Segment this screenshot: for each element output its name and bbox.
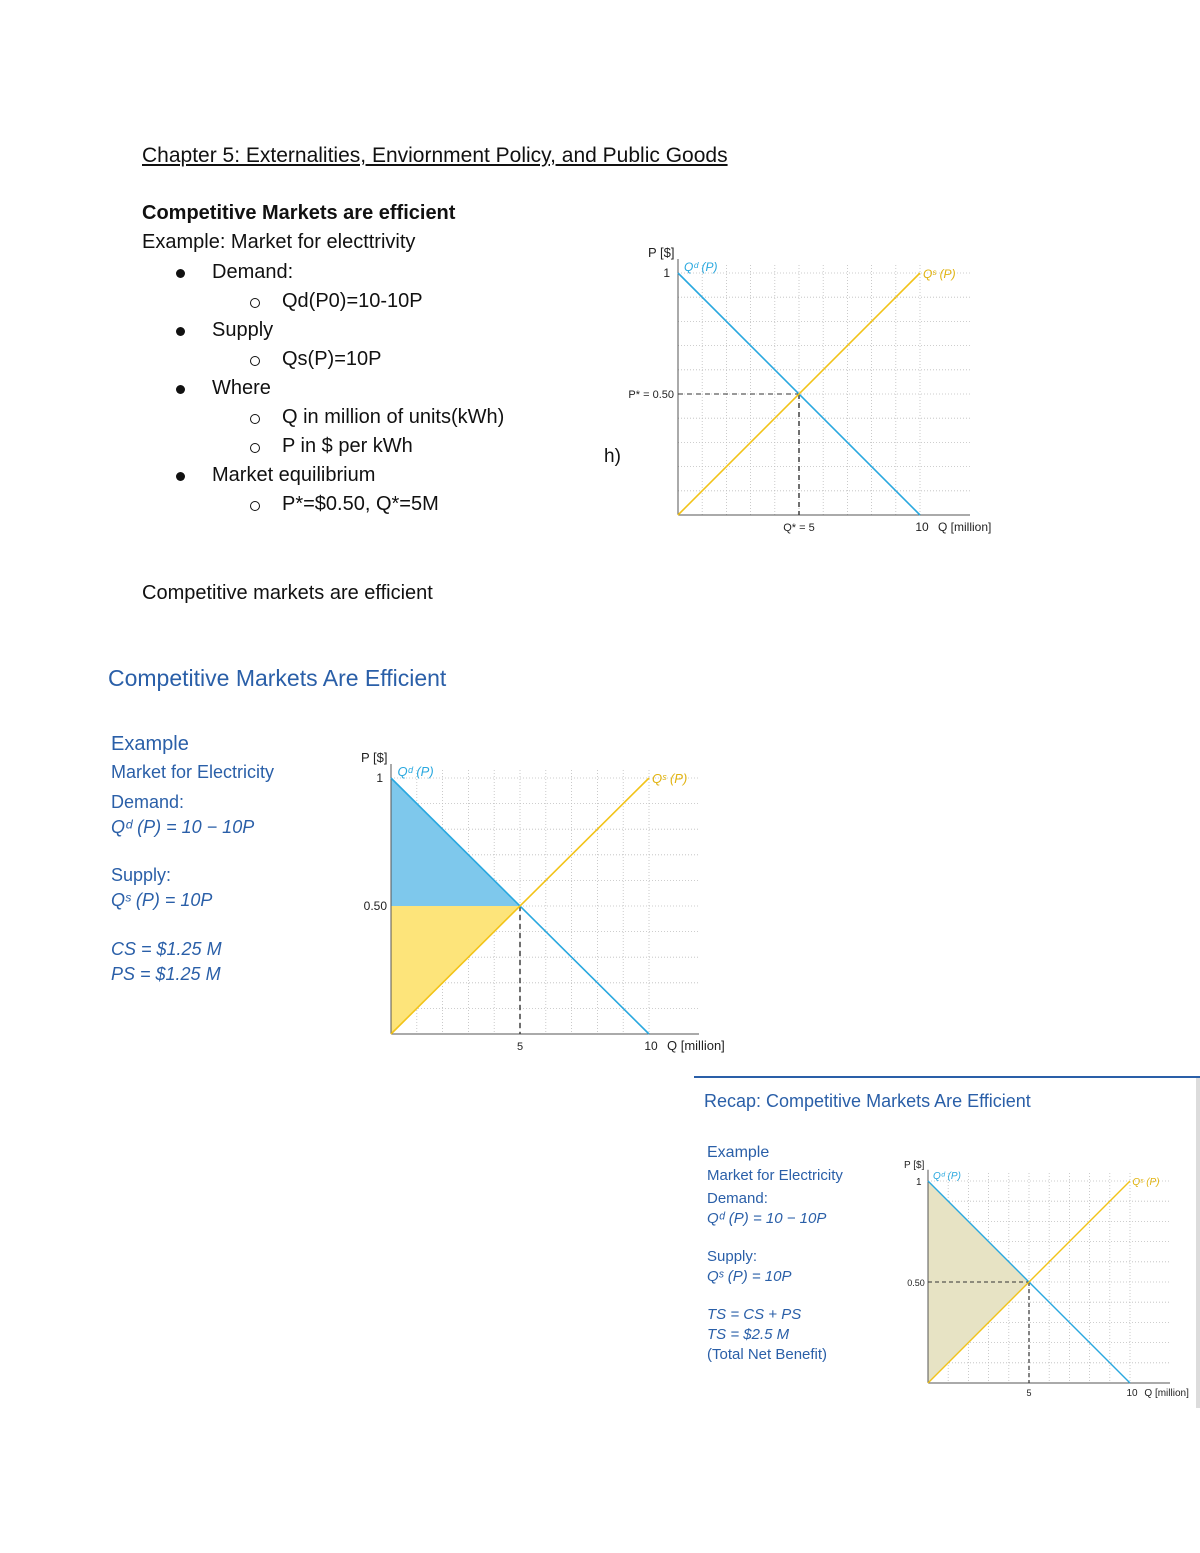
example-label: Example — [111, 733, 189, 755]
slide-sidebar — [707, 1143, 897, 1365]
list-item: Demand: — [172, 258, 504, 287]
list-item: Qs(P)=10P — [172, 345, 504, 374]
supply-equation: Qˢ (P) = 10P — [111, 890, 213, 910]
section-subheading: Example: Market for electtrivity — [142, 231, 416, 253]
x-axis-label: Q [million] — [1144, 1387, 1189, 1399]
list-item: Where — [172, 374, 504, 403]
y-tick-label: 1 — [663, 266, 670, 280]
demand-label: Qᵈ (P) — [684, 260, 718, 274]
y-tick-label: P* = 0.50 — [628, 389, 674, 401]
supply-equation: Qˢ (P) = 10P — [707, 1268, 792, 1285]
x-tick-label: Q* = 5 — [783, 522, 815, 534]
producer-surplus: PS = $1.25 M — [111, 964, 221, 984]
list-item: Market equilibrium — [172, 461, 504, 490]
list-item: P in $ per kWh — [172, 432, 504, 461]
supply-heading: Supply: — [707, 1248, 758, 1265]
equilibrium-chart-3 — [895, 1138, 1195, 1403]
x-tick-label: 10 — [644, 1039, 658, 1053]
equilibrium-chart-2 — [350, 728, 740, 1058]
section-heading: Competitive Markets are efficient — [142, 202, 456, 224]
list-item: P*=$0.50, Q*=5M — [172, 490, 504, 519]
list-item: Supply — [172, 316, 504, 345]
supply-label: Qˢ (P) — [923, 266, 956, 281]
x-tick-label: 10 — [915, 520, 929, 534]
y-axis-label: P [$] — [361, 750, 388, 765]
total-surplus-definition: TS = CS + PS — [707, 1306, 802, 1323]
x-tick-label: 5 — [1026, 1387, 1032, 1398]
slide-top-rule — [694, 1076, 1200, 1078]
slide-edge — [1196, 1078, 1200, 1408]
y-tick-label: 1 — [376, 771, 383, 785]
total-surplus-value: TS = $2.5 M — [707, 1326, 790, 1343]
outline-list — [172, 258, 504, 519]
chart-grid — [678, 265, 970, 515]
example-label: Example — [707, 1144, 770, 1161]
page-title: Chapter 5: Externalities, Enviornment Policy, and Public Goods — [142, 144, 728, 167]
supply-heading: Supply: — [111, 865, 172, 885]
consumer-surplus: CS = $1.25 M — [111, 939, 222, 959]
demand-label: Qᵈ (P) — [397, 764, 434, 779]
y-tick-label: 0.50 — [363, 899, 387, 913]
x-axis-label: Q [million] — [938, 520, 992, 534]
body-paragraph: Competitive markets are efficient — [142, 582, 433, 604]
equilibrium-chart-1 — [600, 222, 1010, 540]
list-item: Q in million of units(kWh) — [172, 403, 504, 432]
demand-equation: Qᵈ (P) = 10 − 10P — [707, 1210, 827, 1227]
supply-label: Qˢ (P) — [652, 771, 688, 787]
demand-heading: Demand: — [707, 1190, 768, 1207]
y-axis-label: P [$] — [648, 245, 675, 260]
x-tick-label: 10 — [1126, 1387, 1138, 1399]
x-axis-label: Q [million] — [667, 1038, 725, 1053]
total-surplus-note: (Total Net Benefit) — [707, 1346, 828, 1363]
supply-label: Qˢ (P) — [1132, 1177, 1160, 1189]
demand-equation: Qᵈ (P) = 10 − 10P — [111, 817, 255, 837]
x-tick-label: 5 — [516, 1041, 524, 1053]
y-tick-label: 1 — [916, 1177, 922, 1188]
y-axis-label: P [$] — [904, 1160, 925, 1172]
demand-heading: Demand: — [111, 792, 185, 812]
slide-sidebar — [111, 732, 341, 987]
slide-title: Competitive Markets Are Efficient — [108, 665, 447, 691]
list-item: Qd(P0)=10-10P — [172, 287, 504, 316]
chart-axes — [678, 259, 970, 515]
h-marker: h) — [604, 446, 621, 467]
y-tick-label: 0.50 — [907, 1278, 925, 1288]
demand-label: Qᵈ (P) — [933, 1171, 961, 1182]
market-label: Market for Electricity — [111, 762, 275, 782]
slide-title: Recap: Competitive Markets Are Efficient — [704, 1091, 1031, 1111]
market-label: Market for Electricity — [707, 1167, 843, 1184]
